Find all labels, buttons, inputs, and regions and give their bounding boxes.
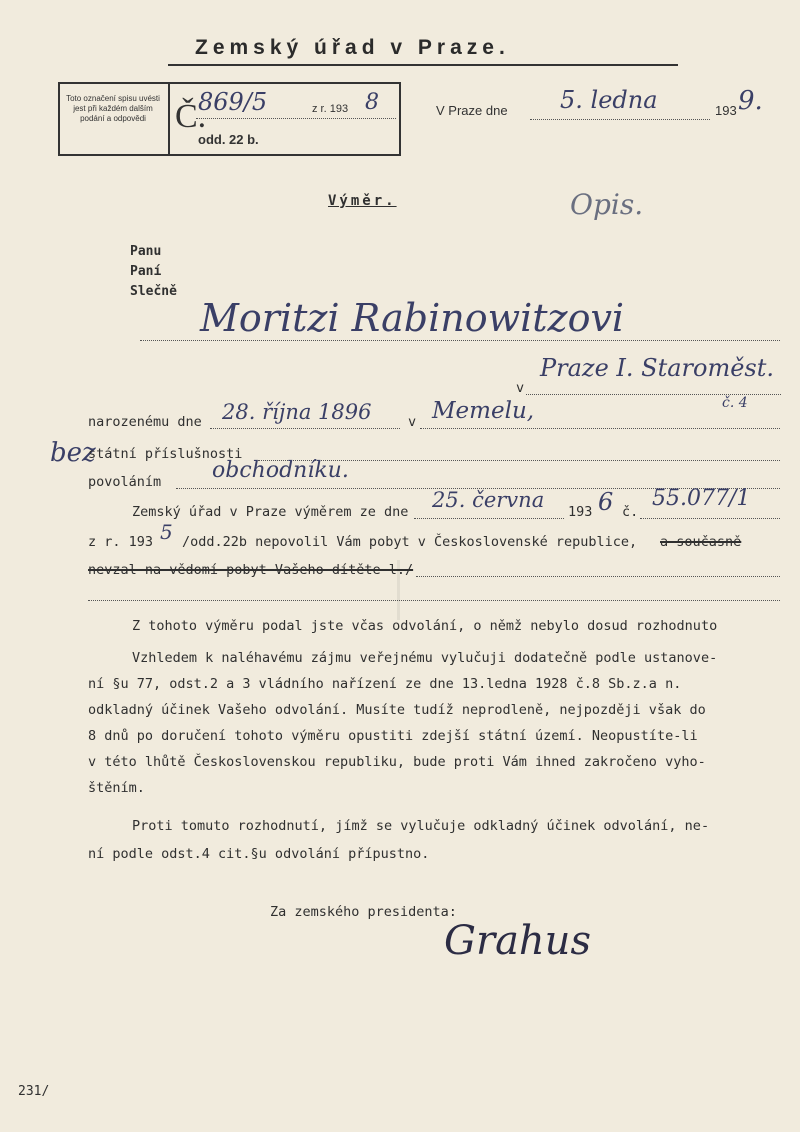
body-paragraph-6: v této lhůtě Československou republiku, bude proti Vám ihned zakročeno vyho- (88, 754, 706, 770)
reference-divider (168, 84, 170, 154)
address-handwritten: Praze I. Staroměst. (540, 354, 775, 382)
body-paragraph-2: Vzhledem k naléhavému zájmu veřejnému vylučuji dodatečně podle ustanove- (132, 650, 718, 666)
struck-text-1: a současně (660, 534, 742, 550)
body-paragraph-1: Z tohoto výměru podal jste včas odvolání, o němž nebylo dosud rozhodnuto (132, 618, 718, 634)
born-place-dotline (420, 428, 780, 429)
address-dotline (526, 394, 781, 395)
reference-number: 869/5 (198, 88, 268, 116)
body-paragraph-9: ní podle odst.4 cit.§u odvolání přípustno. (88, 846, 430, 862)
born-in-label: v (408, 414, 417, 430)
reference-note: Toto označení spisu uvésti jest při každém dalším podání a odpovědi (66, 94, 160, 123)
address-number: č. 4 (722, 395, 748, 411)
born-place: Memelu, (432, 398, 535, 424)
decision-year-prefix: z r. 193 (88, 534, 154, 550)
date-year: 9. (738, 86, 763, 116)
born-label: narozenému dne (88, 414, 202, 430)
date-year-label: 193 (715, 103, 737, 118)
blank-dotline (88, 600, 780, 601)
struck-text-2: nevzal na vědomí pobyt Vašeho dítěte l./ (88, 562, 414, 578)
reference-department: odd. 22 b. (198, 132, 259, 147)
address-label: v (516, 380, 525, 396)
body-paragraph-8: Proti tomuto rozhodnutí, jímž se vylučuje odkladný účinek odvolání, ne- (132, 818, 710, 834)
salutation-mrs: Paní (130, 264, 162, 279)
date-handwritten: 5. ledna (560, 86, 658, 114)
margin-annotation: bez (50, 438, 96, 468)
decision-reference-text: Zemský úřad v Praze výměrem ze dne (132, 504, 409, 520)
copy-note: Opis. (570, 188, 644, 221)
reference-box (58, 82, 401, 156)
body-paragraph-7: štěním. (88, 780, 145, 796)
date-dotline (530, 119, 710, 120)
body-paragraph-4: odkladný účinek Vašeho odvolání. Musíte tudíž neprodleně, nejpozději však do (88, 702, 706, 718)
born-date-dotline (210, 428, 400, 429)
struck-dotline (416, 576, 780, 577)
decision-text: /odd.22b nepovolil Vám pobyt v Československé republice, (182, 534, 638, 550)
page-number: 231/ (18, 1084, 50, 1099)
office-title: Zemský úřad v Praze. (195, 36, 510, 59)
signature-label: Za zemského presidenta: (270, 904, 457, 920)
c-mark: Č. (175, 98, 207, 135)
title-rule (168, 64, 678, 66)
reference-year-label: z r. 193 (312, 103, 349, 115)
date-label: V Praze dne (436, 103, 508, 118)
profession: obchodníku. (212, 458, 349, 483)
decision-year-2: 5 (160, 520, 173, 544)
decision-year-label: 193 (568, 504, 593, 520)
nationality-label: státní příslušnosti (88, 446, 243, 462)
decision-number-dotline (640, 518, 780, 519)
reference-dotline (196, 118, 396, 119)
salutation-miss: Slečně (130, 284, 177, 299)
salutation-mr: Panu (130, 244, 162, 259)
profession-label: povoláním (88, 474, 162, 490)
born-date: 28. října 1896 (222, 400, 372, 424)
signature: Grahus (444, 918, 591, 964)
body-paragraph-3: ní §u 77, odst.2 a 3 vládního nařízení ze dne 13.ledna 1928 č.8 Sb.z.a n. (88, 676, 682, 692)
decision-date-dotline (414, 518, 564, 519)
decision-number-label: č. (622, 504, 639, 520)
document-title: Výměr. (328, 193, 397, 209)
name-dotline (140, 340, 780, 341)
decision-date: 25. června (432, 488, 545, 512)
reference-year: 8 (365, 90, 379, 115)
body-paragraph-5: 8 dnů po doručení tohoto výměru opustiti zdejší státní území. Neopustíte-li (88, 728, 698, 744)
decision-number: 55.077/1 (652, 486, 751, 511)
recipient-name: Moritzi Rabinowitzovi (200, 296, 625, 340)
paper-fold (397, 560, 400, 620)
decision-year: 6 (598, 488, 614, 516)
